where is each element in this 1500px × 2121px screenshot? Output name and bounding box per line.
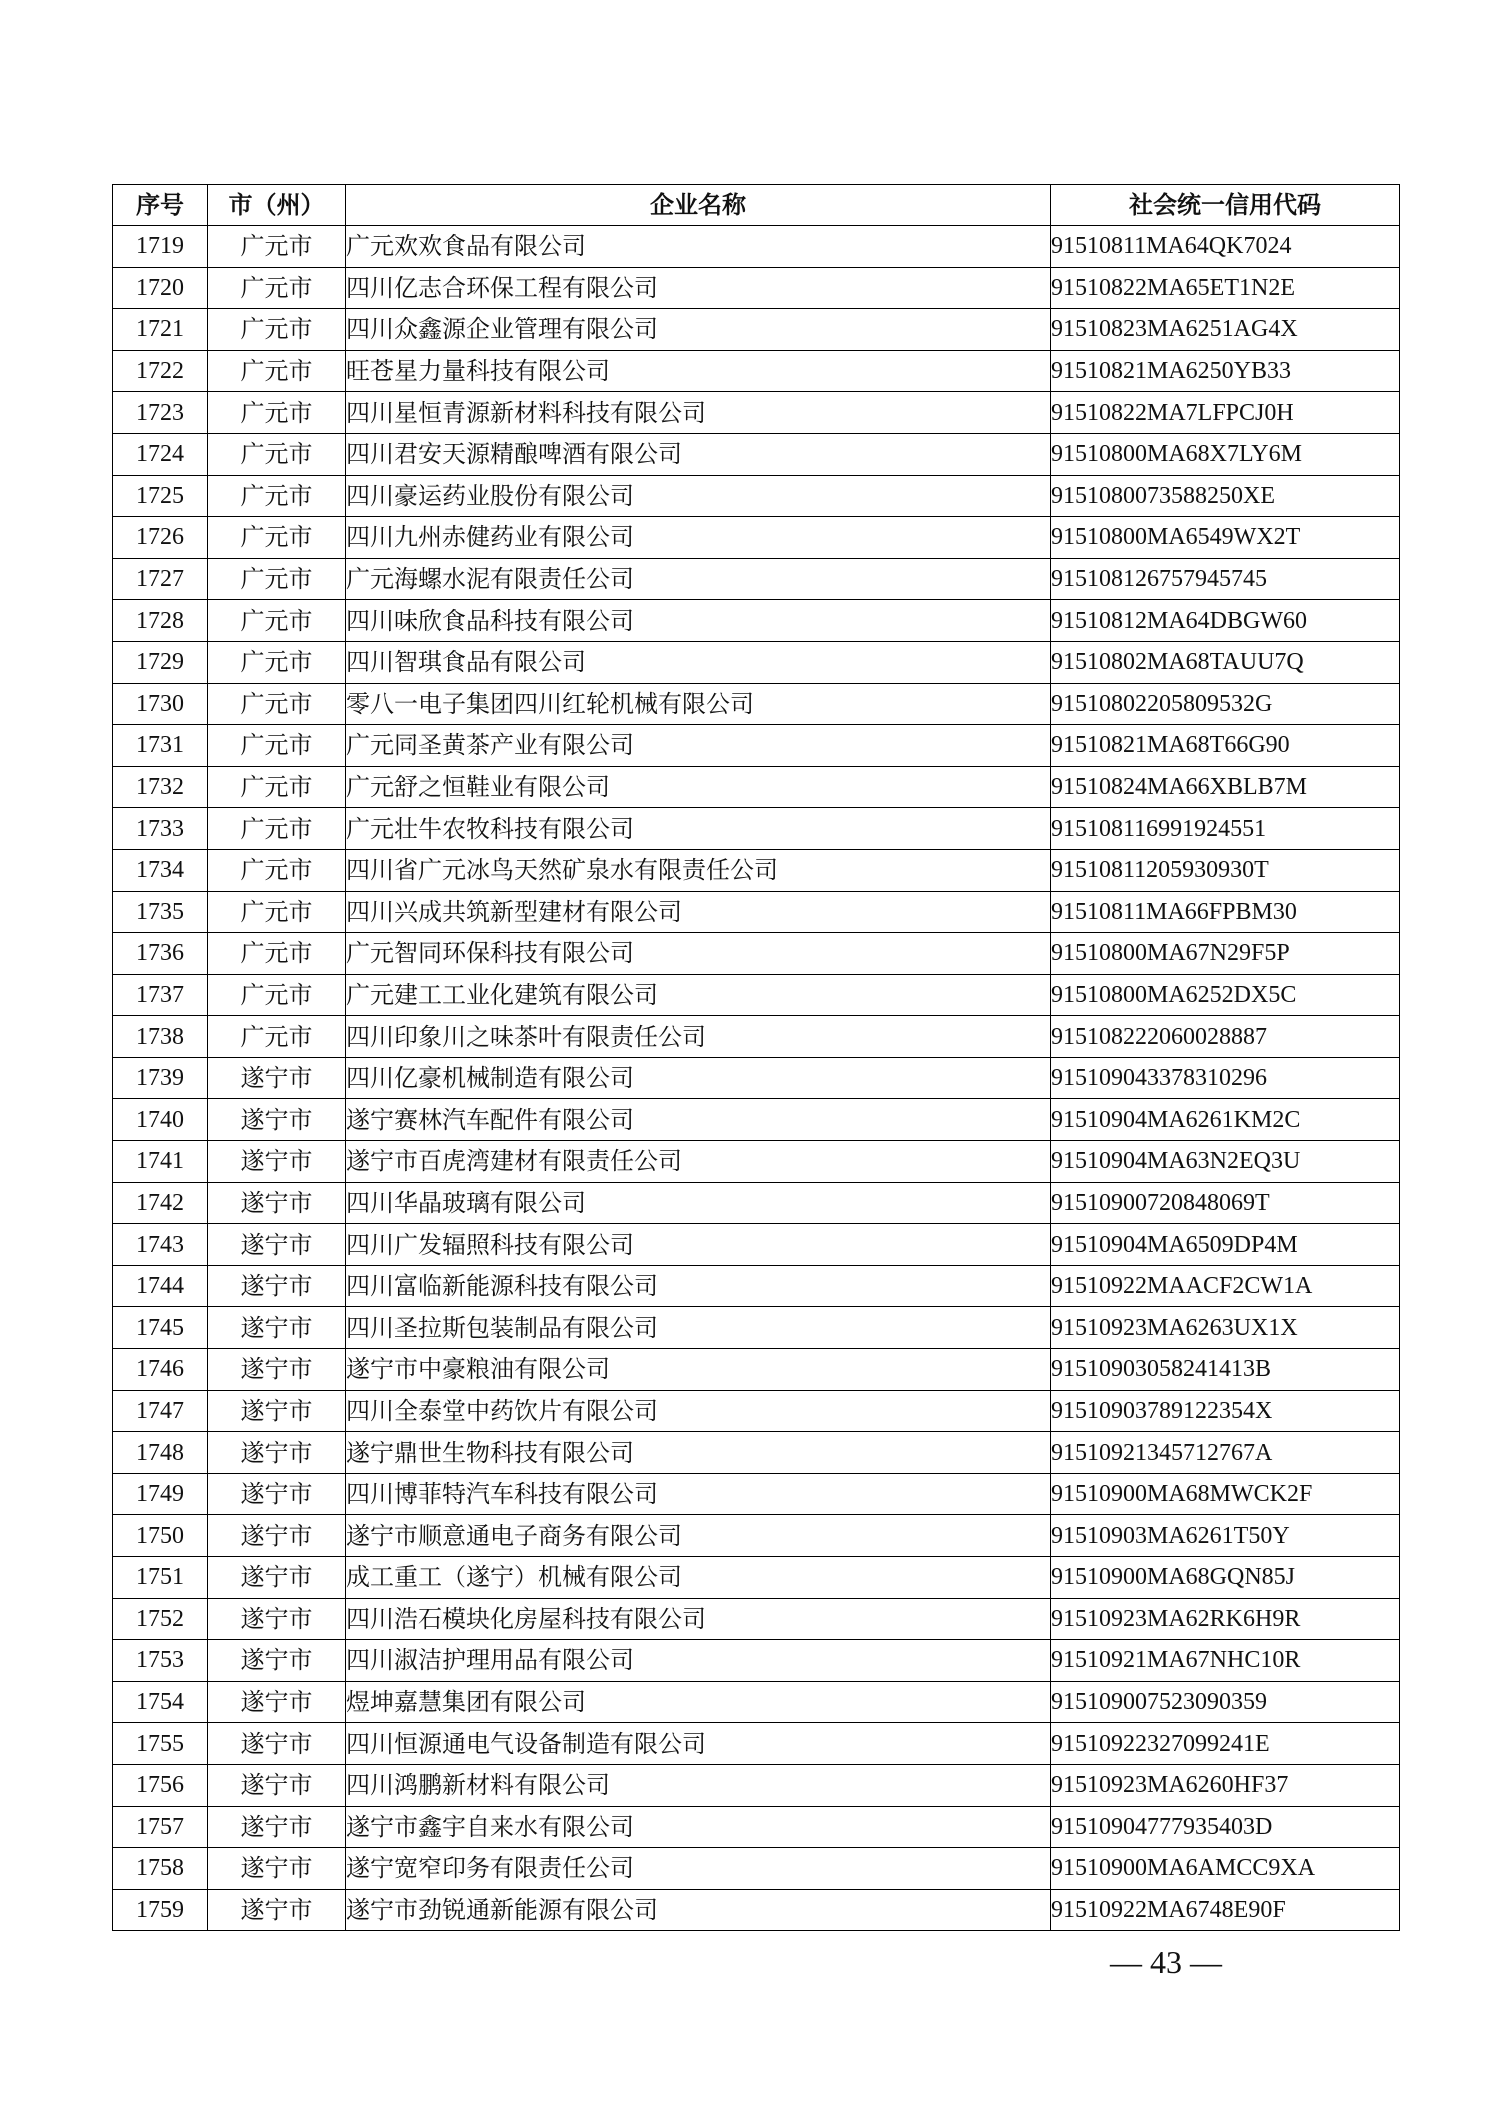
- company-name-cell: 零八一电子集团四川红轮机械有限公司: [346, 683, 1051, 725]
- serial-no-cell: 1741: [113, 1141, 208, 1183]
- company-name-cell: 广元舒之恒鞋业有限公司: [346, 766, 1051, 808]
- table-row: [113, 517, 1400, 559]
- table-row: [113, 1099, 1400, 1141]
- serial-no-cell: 1751: [113, 1557, 208, 1599]
- credit-code-cell: 915109007523090359: [1051, 1681, 1400, 1723]
- serial-no-cell: 1719: [113, 226, 208, 268]
- serial-no-cell: 1720: [113, 267, 208, 309]
- table-row: [113, 808, 1400, 850]
- company-name-cell: 四川众鑫源企业管理有限公司: [346, 309, 1051, 351]
- serial-no-cell: 1748: [113, 1432, 208, 1474]
- company-name-cell: 遂宁市顺意通电子商务有限公司: [346, 1515, 1051, 1557]
- company-name-cell: 广元建工工业化建筑有限公司: [346, 974, 1051, 1016]
- credit-code-cell: 91510900MA68MWCK2F: [1051, 1473, 1400, 1515]
- credit-code-cell: 915108126757945745: [1051, 558, 1400, 600]
- serial-no-cell: 1759: [113, 1889, 208, 1931]
- company-name-cell: 四川智琪食品有限公司: [346, 641, 1051, 683]
- company-name-cell: 广元智同环保科技有限公司: [346, 933, 1051, 975]
- company-name-cell: 广元海螺水泥有限责任公司: [346, 558, 1051, 600]
- serial-no-cell: 1746: [113, 1349, 208, 1391]
- credit-code-cell: 91510800MA6252DX5C: [1051, 974, 1400, 1016]
- serial-no-cell: 1749: [113, 1473, 208, 1515]
- city-cell: 遂宁市: [208, 1390, 346, 1432]
- serial-no-cell: 1758: [113, 1848, 208, 1890]
- company-name-cell: 四川兴成共筑新型建材有限公司: [346, 891, 1051, 933]
- serial-no-cell: 1745: [113, 1307, 208, 1349]
- table-row: [113, 933, 1400, 975]
- table-row: [113, 600, 1400, 642]
- company-name-cell: 遂宁宽窄印务有限责任公司: [346, 1848, 1051, 1890]
- credit-code-cell: 91510824MA66XBLB7M: [1051, 766, 1400, 808]
- table-row: [113, 1723, 1400, 1765]
- company-name-cell: 遂宁市中豪粮油有限公司: [346, 1349, 1051, 1391]
- city-cell: 遂宁市: [208, 1598, 346, 1640]
- city-cell: 遂宁市: [208, 1432, 346, 1474]
- serial-no-cell: 1750: [113, 1515, 208, 1557]
- city-cell: 遂宁市: [208, 1764, 346, 1806]
- company-name-cell: 广元壮牛农牧科技有限公司: [346, 808, 1051, 850]
- credit-code-cell: 91510811MA66FPBM30: [1051, 891, 1400, 933]
- serial-no-cell: 1735: [113, 891, 208, 933]
- credit-code-cell: 91510802205809532G: [1051, 683, 1400, 725]
- credit-code-cell: 91510922MAACF2CW1A: [1051, 1265, 1400, 1307]
- company-name-cell: 四川味欣食品科技有限公司: [346, 600, 1051, 642]
- city-cell: 遂宁市: [208, 1099, 346, 1141]
- table-row: [113, 725, 1400, 767]
- company-name-cell: 遂宁市百虎湾建材有限责任公司: [346, 1141, 1051, 1183]
- serial-no-cell: 1757: [113, 1806, 208, 1848]
- company-name-cell: 四川豪运药业股份有限公司: [346, 475, 1051, 517]
- credit-code-cell: 91510903789122354X: [1051, 1390, 1400, 1432]
- table-row: [113, 475, 1400, 517]
- credit-code-cell: 91510812MA64DBGW60: [1051, 600, 1400, 642]
- serial-no-cell: 1732: [113, 766, 208, 808]
- company-name-cell: 四川亿豪机械制造有限公司: [346, 1057, 1051, 1099]
- company-name-cell: 四川君安天源精酿啤酒有限公司: [346, 433, 1051, 475]
- city-cell: 广元市: [208, 1016, 346, 1058]
- city-cell: 广元市: [208, 683, 346, 725]
- serial-no-cell: 1722: [113, 350, 208, 392]
- city-cell: 广元市: [208, 392, 346, 434]
- table-row: [113, 891, 1400, 933]
- table-row: [113, 1598, 1400, 1640]
- credit-code-cell: 91510922MA6748E90F: [1051, 1889, 1400, 1931]
- credit-code-cell: 91510800MA67N29F5P: [1051, 933, 1400, 975]
- credit-code-cell: 91510800MA6549WX2T: [1051, 517, 1400, 559]
- credit-code-cell: 91510921MA67NHC10R: [1051, 1640, 1400, 1682]
- header-city: 市（州）: [208, 185, 346, 226]
- table-header-row: [113, 185, 1400, 226]
- credit-code-cell: 91510822MA7LFPCJ0H: [1051, 392, 1400, 434]
- city-cell: 广元市: [208, 558, 346, 600]
- company-name-cell: 四川淑洁护理用品有限公司: [346, 1640, 1051, 1682]
- city-cell: 遂宁市: [208, 1806, 346, 1848]
- table-row: [113, 683, 1400, 725]
- company-name-cell: 四川全泰堂中药饮片有限公司: [346, 1390, 1051, 1432]
- credit-code-cell: 91510921345712767A: [1051, 1432, 1400, 1474]
- serial-no-cell: 1747: [113, 1390, 208, 1432]
- company-name-cell: 成工重工（遂宁）机械有限公司: [346, 1557, 1051, 1599]
- city-cell: 广元市: [208, 974, 346, 1016]
- serial-no-cell: 1728: [113, 600, 208, 642]
- header-company-name: 企业名称: [346, 185, 1051, 226]
- table-row: [113, 1889, 1400, 1931]
- table-row: [113, 1764, 1400, 1806]
- table-row: [113, 1349, 1400, 1391]
- credit-code-cell: 91510903MA6261T50Y: [1051, 1515, 1400, 1557]
- company-name-cell: 四川省广元冰鸟天然矿泉水有限责任公司: [346, 849, 1051, 891]
- serial-no-cell: 1753: [113, 1640, 208, 1682]
- company-name-cell: 四川圣拉斯包装制品有限公司: [346, 1307, 1051, 1349]
- serial-no-cell: 1756: [113, 1764, 208, 1806]
- company-name-cell: 四川恒源通电气设备制造有限公司: [346, 1723, 1051, 1765]
- credit-code-cell: 91510900MA6AMCC9XA: [1051, 1848, 1400, 1890]
- credit-code-cell: 91510922327099241E: [1051, 1723, 1400, 1765]
- credit-code-cell: 91510923MA6260HF37: [1051, 1764, 1400, 1806]
- company-name-cell: 四川星恒青源新材料科技有限公司: [346, 392, 1051, 434]
- table-row: [113, 1848, 1400, 1890]
- company-name-cell: 四川九州赤健药业有限公司: [346, 517, 1051, 559]
- city-cell: 遂宁市: [208, 1141, 346, 1183]
- company-name-cell: 四川鸿鹏新材料有限公司: [346, 1764, 1051, 1806]
- company-name-cell: 遂宁市劲锐通新能源有限公司: [346, 1889, 1051, 1931]
- table-row: [113, 1515, 1400, 1557]
- city-cell: 遂宁市: [208, 1349, 346, 1391]
- city-cell: 遂宁市: [208, 1848, 346, 1890]
- serial-no-cell: 1721: [113, 309, 208, 351]
- credit-code-cell: 91510903058241413B: [1051, 1349, 1400, 1391]
- city-cell: 遂宁市: [208, 1640, 346, 1682]
- table-row: [113, 1141, 1400, 1183]
- table-row: [113, 1640, 1400, 1682]
- table-row: [113, 1681, 1400, 1723]
- company-name-cell: 四川亿志合环保工程有限公司: [346, 267, 1051, 309]
- serial-no-cell: 1729: [113, 641, 208, 683]
- serial-no-cell: 1723: [113, 392, 208, 434]
- table-row: [113, 1057, 1400, 1099]
- enterprise-table: [112, 184, 1400, 1931]
- credit-code-cell: 91510900MA68GQN85J: [1051, 1557, 1400, 1599]
- company-name-cell: 遂宁鼎世生物科技有限公司: [346, 1432, 1051, 1474]
- table-row: [113, 309, 1400, 351]
- serial-no-cell: 1755: [113, 1723, 208, 1765]
- city-cell: 广元市: [208, 309, 346, 351]
- company-name-cell: 四川博菲特汽车科技有限公司: [346, 1473, 1051, 1515]
- city-cell: 遂宁市: [208, 1182, 346, 1224]
- company-name-cell: 旺苍星力量科技有限公司: [346, 350, 1051, 392]
- city-cell: 广元市: [208, 350, 346, 392]
- credit-code-cell: 91510800MA68X7LY6M: [1051, 433, 1400, 475]
- table-row: [113, 1390, 1400, 1432]
- city-cell: 广元市: [208, 475, 346, 517]
- city-cell: 遂宁市: [208, 1057, 346, 1099]
- credit-code-cell: 9151090072084806​9T: [1051, 1182, 1400, 1224]
- city-cell: 广元市: [208, 433, 346, 475]
- credit-code-cell: 915109043378310296: [1051, 1057, 1400, 1099]
- city-cell: 遂宁市: [208, 1681, 346, 1723]
- credit-code-cell: 91510811MA64QK7024: [1051, 226, 1400, 268]
- serial-no-cell: 1727: [113, 558, 208, 600]
- company-name-cell: 四川印象川之味茶叶有限责任公司: [346, 1016, 1051, 1058]
- serial-no-cell: 1734: [113, 849, 208, 891]
- table-row: [113, 1224, 1400, 1266]
- city-cell: 广元市: [208, 600, 346, 642]
- city-cell: 遂宁市: [208, 1515, 346, 1557]
- city-cell: 遂宁市: [208, 1723, 346, 1765]
- table-row: [113, 1806, 1400, 1848]
- table-row: [113, 1307, 1400, 1349]
- serial-no-cell: 1752: [113, 1598, 208, 1640]
- credit-code-cell: 91510802MA68TAUU7Q: [1051, 641, 1400, 683]
- table-row: [113, 433, 1400, 475]
- credit-code-cell: 91510923MA62RK6H9R: [1051, 1598, 1400, 1640]
- company-name-cell: 四川广发辐照科技有限公司: [346, 1224, 1051, 1266]
- credit-code-cell: 91510923MA6263UX1X: [1051, 1307, 1400, 1349]
- table-row: [113, 267, 1400, 309]
- credit-code-cell: 9151080073588250XE: [1051, 475, 1400, 517]
- credit-code-cell: 91510904777935403D: [1051, 1806, 1400, 1848]
- page-number: — 43 —: [1110, 1944, 1222, 1980]
- table-row: [113, 766, 1400, 808]
- serial-no-cell: 1740: [113, 1099, 208, 1141]
- credit-code-cell: 91510821MA68T66G90: [1051, 725, 1400, 767]
- table-row: [113, 350, 1400, 392]
- credit-code-cell: 91510904MA6509DP4M: [1051, 1224, 1400, 1266]
- table-row: [113, 1016, 1400, 1058]
- city-cell: 广元市: [208, 226, 346, 268]
- header-credit-code: 社会统一信用代码: [1051, 185, 1400, 226]
- company-name-cell: 遂宁市鑫宇自来水有限公司: [346, 1806, 1051, 1848]
- serial-no-cell: 1742: [113, 1182, 208, 1224]
- table-row: [113, 1473, 1400, 1515]
- serial-no-cell: 1733: [113, 808, 208, 850]
- city-cell: 遂宁市: [208, 1224, 346, 1266]
- city-cell: 遂宁市: [208, 1889, 346, 1931]
- serial-no-cell: 1726: [113, 517, 208, 559]
- table-row: [113, 1557, 1400, 1599]
- table-row: [113, 392, 1400, 434]
- city-cell: 广元市: [208, 725, 346, 767]
- company-name-cell: 四川浩石模块化房屋科技有限公司: [346, 1598, 1051, 1640]
- credit-code-cell: 91510823MA6251AG4X: [1051, 309, 1400, 351]
- serial-no-cell: 1731: [113, 725, 208, 767]
- credit-code-cell: 91510904MA63N2EQ3U: [1051, 1141, 1400, 1183]
- city-cell: 广元市: [208, 849, 346, 891]
- credit-code-cell: 915108116991924551: [1051, 808, 1400, 850]
- table-row: [113, 974, 1400, 1016]
- company-name-cell: 煜坤嘉慧集团有限公司: [346, 1681, 1051, 1723]
- city-cell: 广元市: [208, 891, 346, 933]
- credit-code-cell: 91510904MA6261KM2C: [1051, 1099, 1400, 1141]
- table-row: [113, 641, 1400, 683]
- city-cell: 广元市: [208, 933, 346, 975]
- table-row: [113, 1432, 1400, 1474]
- city-cell: 遂宁市: [208, 1307, 346, 1349]
- table-row: [113, 1182, 1400, 1224]
- city-cell: 广元市: [208, 641, 346, 683]
- table-row: [113, 849, 1400, 891]
- serial-no-cell: 1737: [113, 974, 208, 1016]
- serial-no-cell: 1730: [113, 683, 208, 725]
- credit-code-cell: 915108222060028887: [1051, 1016, 1400, 1058]
- city-cell: 广元市: [208, 517, 346, 559]
- city-cell: 广元市: [208, 267, 346, 309]
- city-cell: 遂宁市: [208, 1557, 346, 1599]
- company-name-cell: 广元欢欢食品有限公司: [346, 226, 1051, 268]
- serial-no-cell: 1738: [113, 1016, 208, 1058]
- credit-code-cell: 91510821MA6250YB33: [1051, 350, 1400, 392]
- serial-no-cell: 1724: [113, 433, 208, 475]
- table-row: [113, 226, 1400, 268]
- city-cell: 广元市: [208, 766, 346, 808]
- credit-code-cell: 91510811205930930T: [1051, 849, 1400, 891]
- serial-no-cell: 1736: [113, 933, 208, 975]
- city-cell: 广元市: [208, 808, 346, 850]
- company-name-cell: 广元同圣黄茶产业有限公司: [346, 725, 1051, 767]
- serial-no-cell: 1754: [113, 1681, 208, 1723]
- company-name-cell: 四川华晶玻璃有限公司: [346, 1182, 1051, 1224]
- serial-no-cell: 1744: [113, 1265, 208, 1307]
- table-row: [113, 1265, 1400, 1307]
- serial-no-cell: 1725: [113, 475, 208, 517]
- serial-no-cell: 1743: [113, 1224, 208, 1266]
- table-row: [113, 558, 1400, 600]
- city-cell: 遂宁市: [208, 1473, 346, 1515]
- header-serial-no: 序号: [113, 185, 208, 226]
- company-name-cell: 遂宁赛林汽车配件有限公司: [346, 1099, 1051, 1141]
- city-cell: 遂宁市: [208, 1265, 346, 1307]
- company-name-cell: 四川富临新能源科技有限公司: [346, 1265, 1051, 1307]
- credit-code-cell: 91510822MA65ET1N2E: [1051, 267, 1400, 309]
- serial-no-cell: 1739: [113, 1057, 208, 1099]
